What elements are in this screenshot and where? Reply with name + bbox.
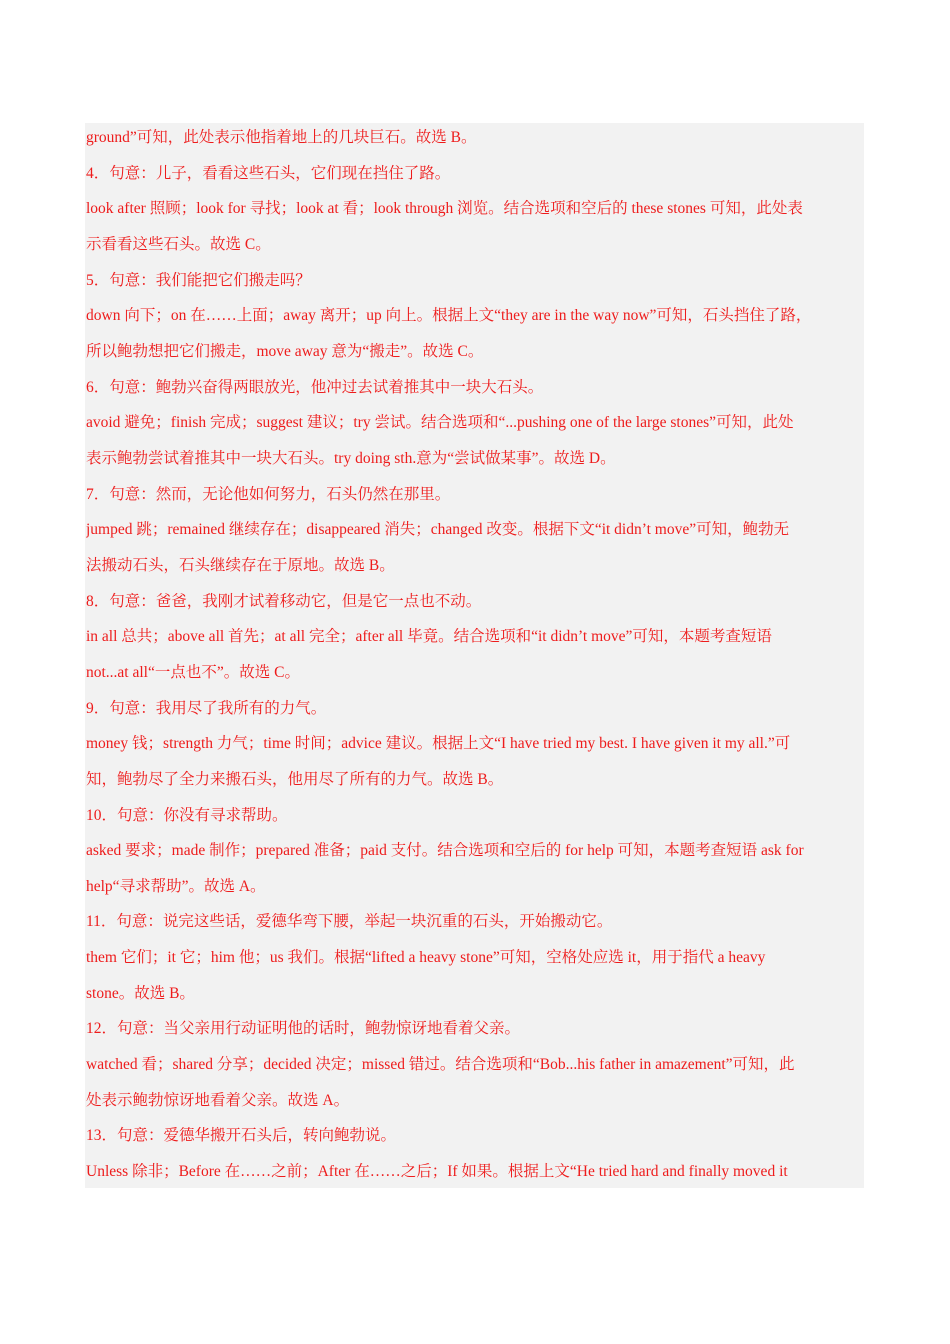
answer-explanations — [86, 123, 868, 1193]
explanation-line: help“寻求帮助”。故选 A。 — [86, 877, 266, 895]
explanation-line: watched 看；shared 分享；decided 决定；missed 错过。结合选项和“Bob...his father in amazement”可知，此 — [86, 1056, 795, 1074]
explanation-line: look after 照顾；look for 寻找；look at 看；look through 浏览。结合选项和空后的 these stones 可知，此处表 — [86, 200, 803, 218]
question-13-translation: 13．句意：爱德华搬开石头后，转向鲍勃说。 — [86, 1127, 397, 1145]
explanation-line: 所以鲍勃想把它们搬走，move away 意为“搬走”。故选 C。 — [86, 342, 484, 360]
question-10-translation: 10．句意：你没有寻求帮助。 — [86, 806, 288, 824]
explanation-line: 表示鲍勃尝试着推其中一块大石头。try doing sth.意为“尝试做某事”。故选 D。 — [86, 449, 616, 467]
question-5-translation: 5．句意：我们能把它们搬走吗？ — [86, 271, 311, 289]
question-12-translation: 12．句意：当父亲用行动证明他的话时，鲍勃惊讶地看着父亲。 — [86, 1020, 521, 1038]
question-4-translation: 4．句意：儿子，看看这些石头，它们现在挡住了路。 — [86, 164, 451, 182]
explanation-line: not...at all“一点也不”。故选 C。 — [86, 663, 300, 681]
question-6-translation: 6．句意：鲍勃兴奋得两眼放光，他冲过去试着推其中一块大石头。 — [86, 378, 544, 396]
explanation-line: avoid 避免；finish 完成；suggest 建议；try 尝试。结合选项和“...pushing one of the large stones”可知，此处 — [86, 414, 794, 432]
question-9-translation: 9．句意：我用尽了我所有的力气。 — [86, 699, 327, 717]
explanation-line: asked 要求；made 制作；prepared 准备；paid 支付。结合选项和空后的 for help 可知，本题考查短语 ask for — [86, 842, 804, 860]
explanation-line: Unless 除非；Before 在……之前；After 在……之后；If 如果。根据上文“He tried hard and finally moved it — [86, 1163, 788, 1180]
explanation-line: ground”可知，此处表示他指着地上的几块巨石。故选 B。 — [86, 129, 477, 146]
explanation-line: jumped 跳；remained 继续存在；disappeared 消失；changed 改变。根据下文“it didn’t move”可知，鲍勃无 — [86, 521, 790, 539]
explanation-line: money 钱；strength 力气；time 时间；advice 建议。根据上文“I have tried my best. I have given it my all.”可 — [86, 735, 791, 753]
question-7-translation: 7．句意：然而，无论他如何努力，石头仍然在那里。 — [86, 485, 451, 503]
explanation-line: in all 总共；above all 首先；at all 完全；after all 毕竟。结合选项和“it didn’t move”可知，本题考查短语 — [86, 628, 772, 646]
explanation-line: 处表示鲍勃惊讶地看着父亲。故选 A。 — [86, 1091, 350, 1109]
explanation-line: 知，鲍勃尽了全力来搬石头，他用尽了所有的力气。故选 B。 — [86, 770, 504, 788]
explanation-line: stone。故选 B。 — [86, 984, 195, 1002]
question-8-translation: 8．句意：爸爸，我刚才试着移动它，但是它一点也不动。 — [86, 592, 482, 610]
question-11-translation: 11．句意：说完这些话，爱德华弯下腰，举起一块沉重的石头，开始搬动它。 — [86, 913, 613, 931]
explanation-line: 法搬动石头，石头继续存在于原地。故选 B。 — [86, 556, 395, 574]
explanation-line: 示看看这些石头。故选 C。 — [86, 235, 271, 253]
explanation-line: down 向下；on 在……上面；away 离开；up 向上。根据上文“they are in the way now”可知，石头挡住了路， — [86, 307, 812, 325]
explanation-line: them 它们；it 它；him 他；us 我们。根据“lifted a heavy stone”可知，空格处应选 it，用于指代 a heavy — [86, 949, 766, 967]
